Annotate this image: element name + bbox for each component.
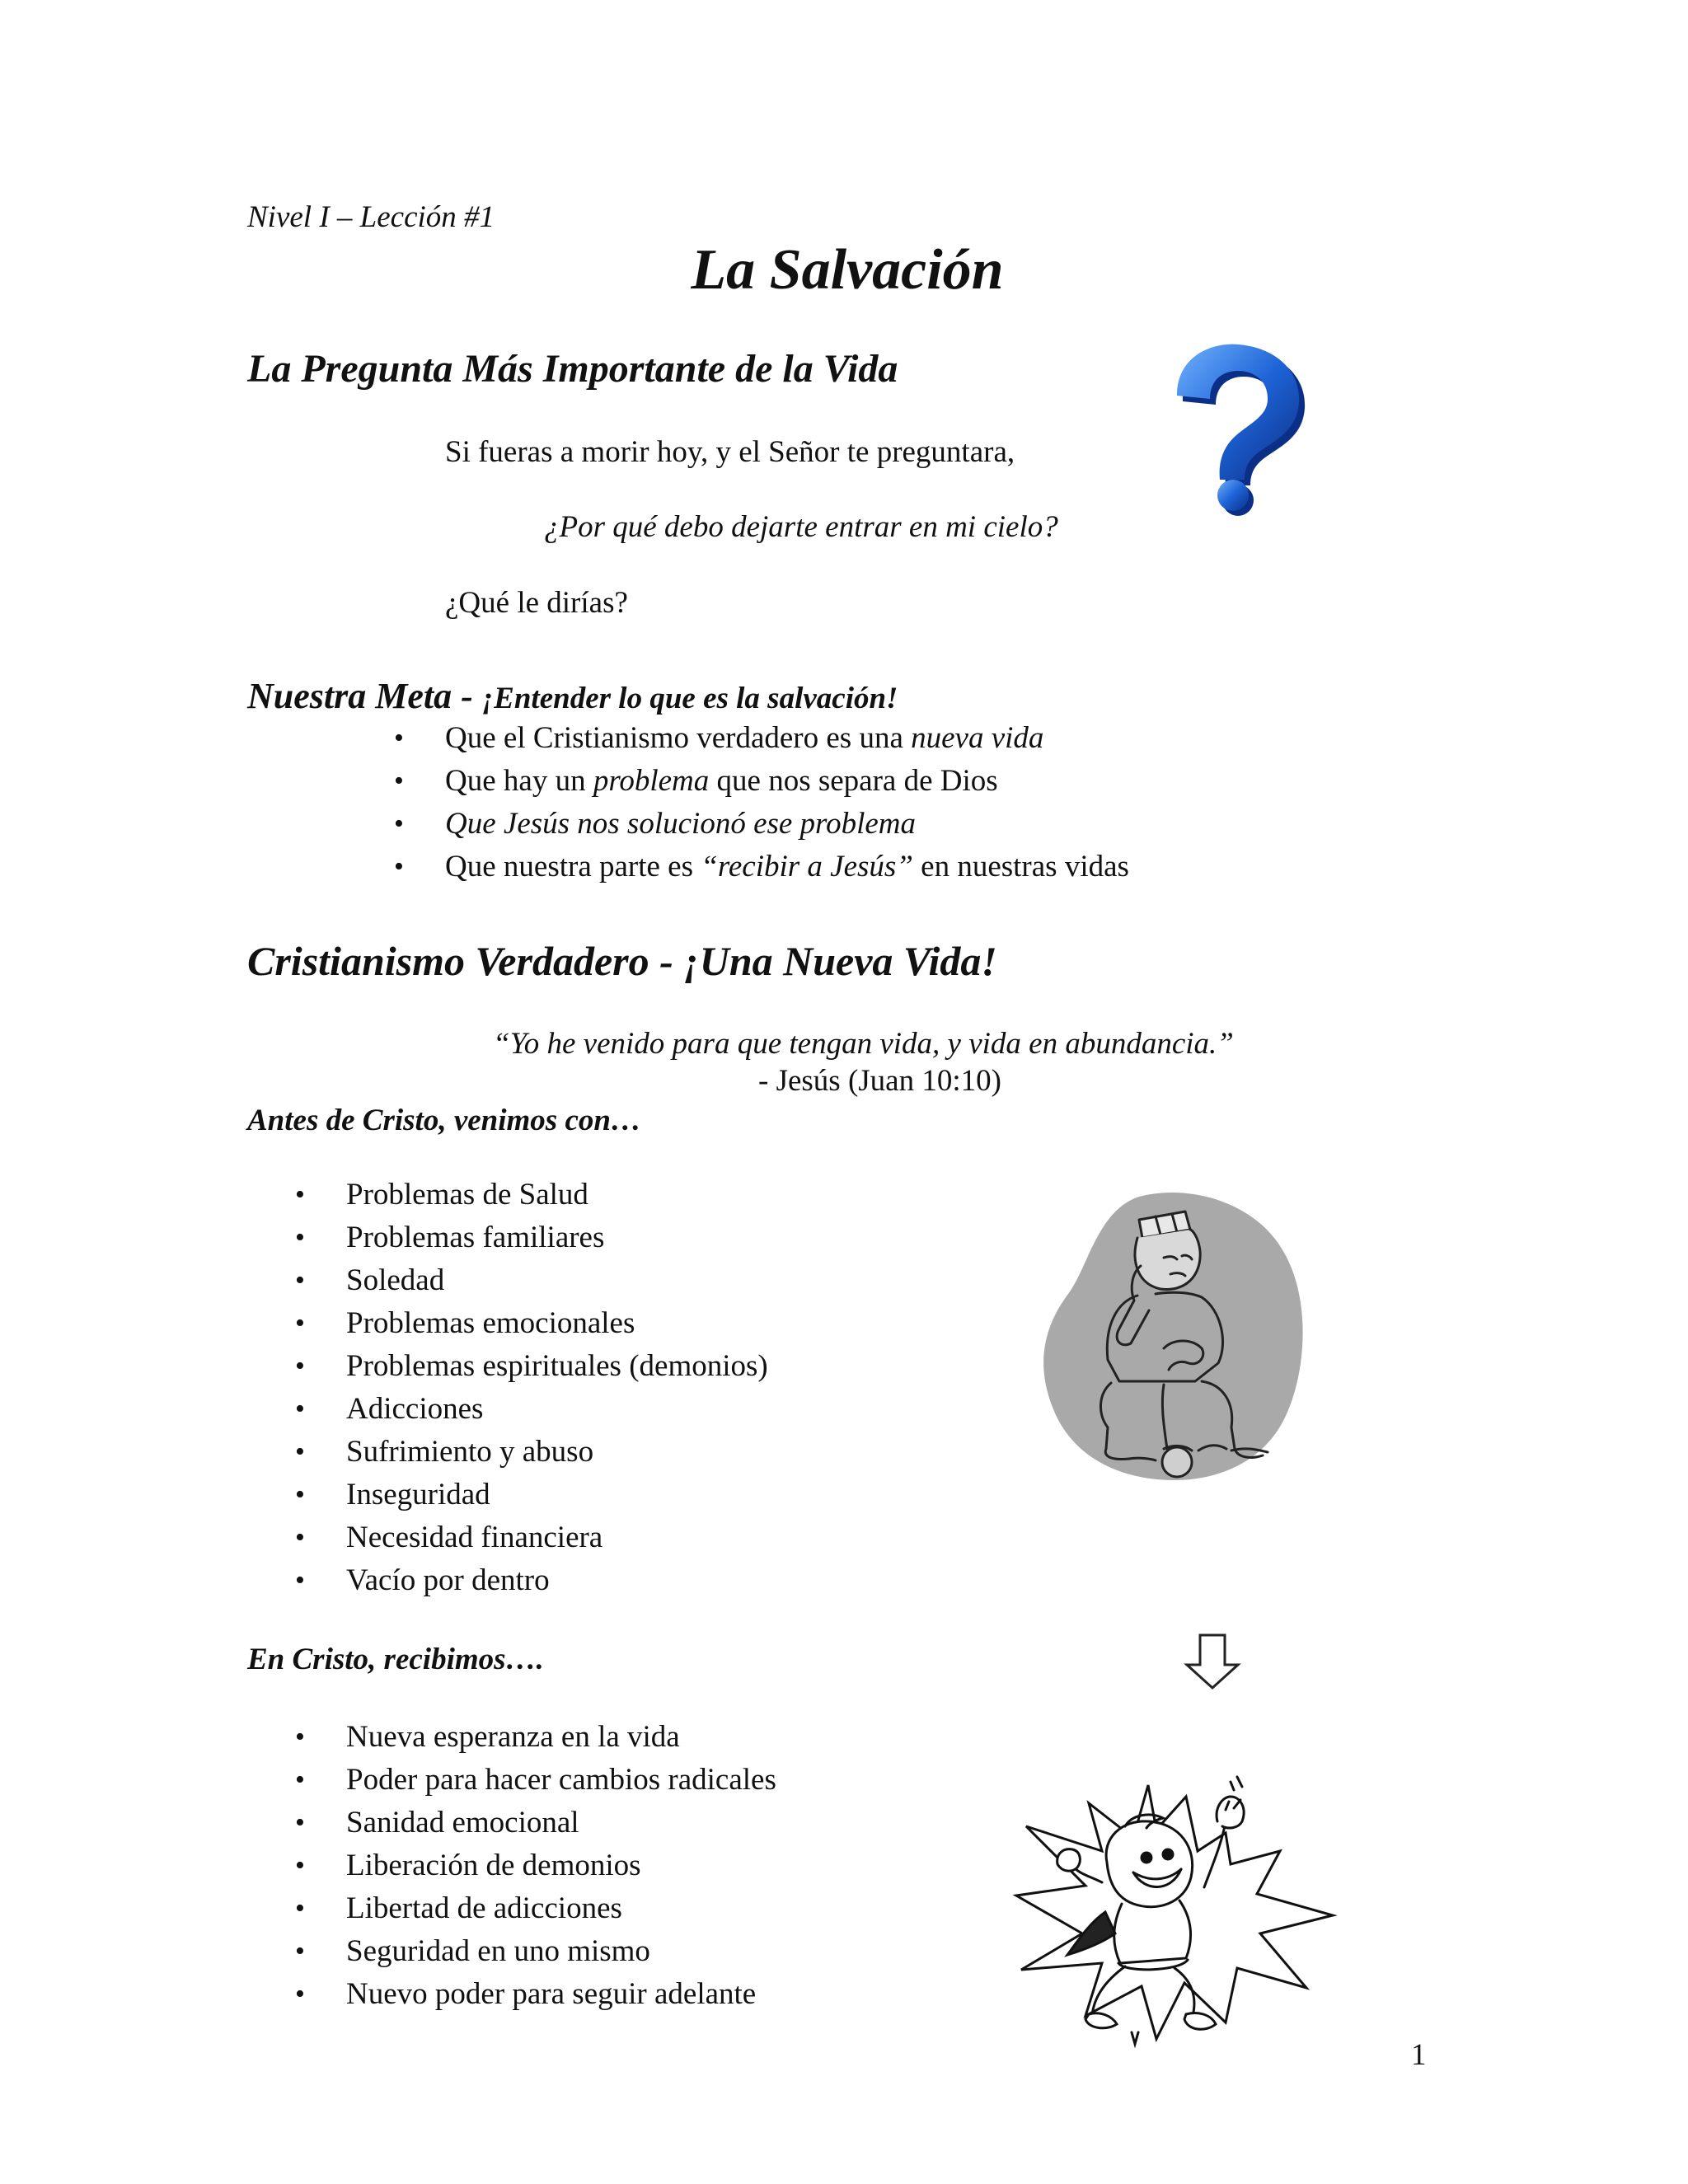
list-item: • Seguridad en uno mismo xyxy=(346,1930,776,1973)
after-heading: En Cristo, recibimos…. xyxy=(247,1643,544,1676)
list-item: • Libertad de adicciones xyxy=(346,1887,776,1930)
question-prompt: ¿Qué le dirías? xyxy=(445,586,628,620)
list-item: • Liberación de demonios xyxy=(346,1844,776,1887)
list-item: • Nuevo poder para seguir adelante xyxy=(346,1973,776,2016)
list-item: • Sanidad emocional xyxy=(346,1802,776,1844)
list-item: • Problemas de Salud xyxy=(346,1174,768,1216)
quote-attribution: - Jesús (Juan 10:10) xyxy=(758,1064,1001,1098)
list-item: • Nueva esperanza en la vida xyxy=(346,1716,776,1759)
after-list xyxy=(346,1716,776,2016)
list-item: • Que Jesús nos solucionó ese problema xyxy=(445,803,1129,846)
list-item: • Problemas emocionales xyxy=(346,1302,768,1345)
goal-subheading: ¡Entender lo que es la salvación! xyxy=(481,682,898,715)
list-item: • Adicciones xyxy=(346,1388,768,1431)
goal-list xyxy=(445,717,1129,888)
page-number: 1 xyxy=(1411,2038,1427,2072)
section-heading-question: La Pregunta Más Importante de la Vida xyxy=(247,347,898,391)
lesson-label: Nivel I – Lección #1 xyxy=(247,200,495,234)
question-intro: Si fueras a morir hoy, y el Señor te preguntara, xyxy=(445,435,1015,469)
list-item: • Problemas familiares xyxy=(346,1216,768,1259)
sad-chained-man-illustration xyxy=(1040,1187,1311,1483)
goal-heading-row xyxy=(247,672,898,721)
list-item: • Vacío por dentro xyxy=(346,1559,768,1602)
section-heading-new-life: Cristianismo Verdadero - ¡Una Nueva Vida! xyxy=(247,938,997,984)
list-item: • Sufrimiento y abuso xyxy=(346,1431,768,1474)
goal-heading: Nuestra Meta - xyxy=(247,676,482,716)
list-item: • Inseguridad xyxy=(346,1474,768,1516)
before-heading: Antes de Cristo, venimos con… xyxy=(247,1104,641,1137)
question-text: ¿Por qué debo dejarte entrar en mi cielo? xyxy=(544,510,1058,544)
down-arrow-icon xyxy=(1185,1633,1240,1690)
list-item: • Poder para hacer cambios radicales xyxy=(346,1759,776,1802)
list-item: • Que nuestra parte es “recibir a Jesús” en nuestras vidas xyxy=(445,846,1129,888)
list-item: • Soledad xyxy=(346,1259,768,1302)
list-item: • Necesidad financiera xyxy=(346,1516,768,1559)
jumping-happy-boy-illustration xyxy=(1010,1772,1335,2046)
question-mark-icon xyxy=(1152,338,1311,515)
page-title: La Salvación xyxy=(691,238,1004,302)
list-item: • Problemas espirituales (demonios) xyxy=(346,1345,768,1388)
list-item: • Que el Cristianismo verdadero es una nueva vida xyxy=(445,717,1129,760)
list-item: • Que hay un problema que nos separa de Dios xyxy=(445,760,1129,803)
bible-quote: “Yo he venido para que tengan vida, y vida en abundancia.” xyxy=(493,1027,1234,1061)
before-list xyxy=(346,1174,768,1602)
